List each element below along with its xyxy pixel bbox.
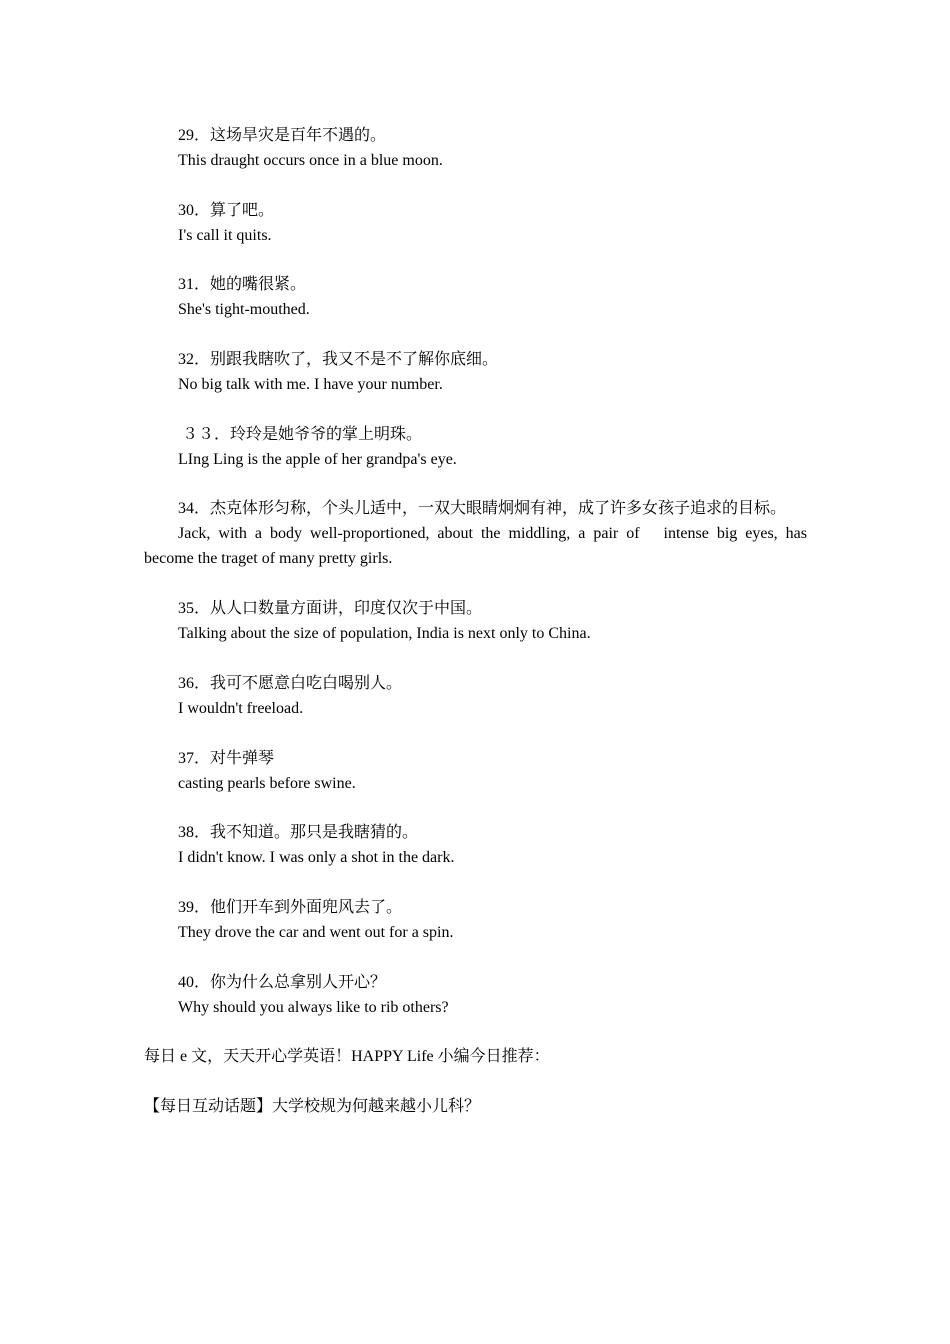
english-translation: Talking about the size of population, India is next only to China.: [178, 625, 591, 642]
daily-topic-text: 【每日互动话题】大学校规为何越来越小儿科？: [144, 1098, 481, 1115]
english-translation: They drove the car and went out for a spin.: [178, 924, 454, 941]
chinese-sentence: 37．对牛弹琴: [178, 750, 275, 767]
entry-36: [178, 671, 808, 721]
english-translation: casting pearls before swine.: [178, 775, 356, 792]
entry-40: [178, 970, 808, 1020]
chinese-sentence: 30．算了吧。: [178, 202, 275, 219]
entry-33: [178, 422, 808, 472]
chinese-sentence: 34．杰克体形匀称，个头儿适中，一双大眼睛炯炯有神，成了许多女孩子追求的目标。: [178, 500, 787, 517]
english-translation: She's tight-mouthed.: [178, 301, 310, 318]
english-translation-line-1: [144, 521, 807, 546]
chinese-sentence: 38．我不知道。那只是我瞎猜的。: [178, 824, 419, 841]
chinese-sentence: 36．我可不愿意白吃白喝别人。: [178, 675, 403, 692]
chinese-sentence: ３３．玲玲是她爷爷的掌上明珠。: [178, 426, 423, 443]
entry-30: [178, 198, 808, 248]
english-translation: I wouldn't freeload.: [178, 700, 304, 717]
chinese-sentence: 39．他们开车到外面兜风去了。: [178, 899, 403, 916]
entry-35: [178, 596, 808, 646]
chinese-sentence: 35．从人口数量方面讲，印度仅次于中国。: [178, 600, 483, 617]
entry-39: [178, 895, 808, 945]
english-translation: I didn't know. I was only a shot in the dark.: [178, 849, 455, 866]
chinese-sentence: 31．她的嘴很紧。: [178, 276, 307, 293]
english-translation-line-2: become the traget of many pretty girls.: [144, 550, 393, 567]
chinese-sentence: 29．这场旱灾是百年不遇的。: [178, 127, 387, 144]
entry-31: [178, 272, 808, 322]
entry-34: [144, 496, 807, 571]
english-translation: I's call it quits.: [178, 227, 272, 244]
english-translation: LIng Ling is the apple of her grandpa's eye.: [178, 451, 457, 468]
entry-38: [178, 820, 808, 870]
daily-recommend-text: 每日 e 文，天天开心学英语！HAPPY Life 小编今日推荐：: [144, 1048, 550, 1065]
chinese-sentence: 32．别跟我瞎吹了，我又不是不了解你底细。: [178, 351, 499, 368]
entry-29: [178, 123, 808, 173]
english-translation: Why should you always like to rib others?: [178, 999, 449, 1016]
english-translation: No big talk with me. I have your number.: [178, 376, 443, 393]
entry-32: [178, 347, 808, 397]
english-translation-text: Jack, with a body well-proportioned, about the middling, a pair of intense big eyes, has: [178, 525, 807, 542]
english-translation: This draught occurs once in a blue moon.: [178, 152, 443, 169]
entry-37: [178, 746, 808, 796]
chinese-sentence: 40．你为什么总拿别人开心？: [178, 974, 387, 991]
